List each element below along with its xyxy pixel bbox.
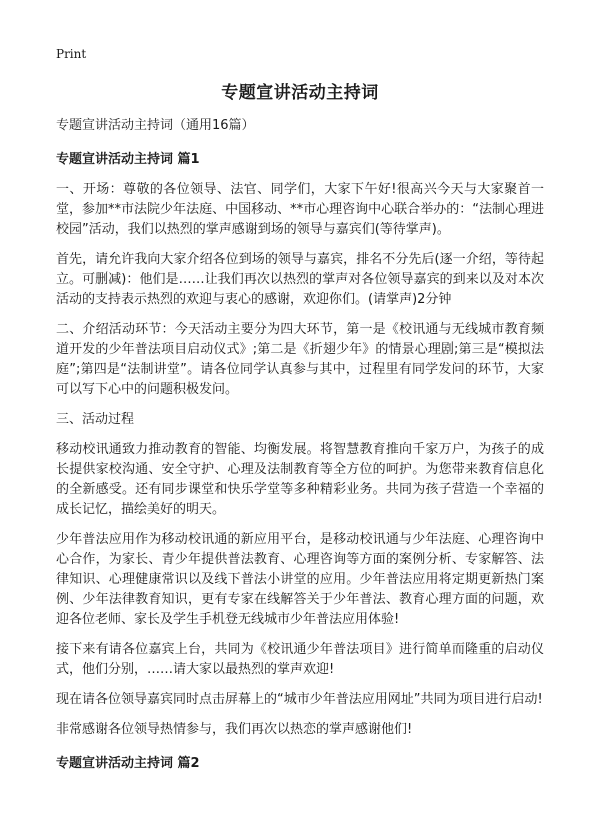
paragraph-opening: 一、开场：尊敬的各位领导、法官、同学们，大家下午好!很高兴今天与大家聚首一堂，参加**市法院少年法庭、中国移动、**市心理咨询中心联合举办的：“法制心理进校园”活动，我们以热烈的掌声感谢到场的领导与嘉宾们(等待掌声)。 [56, 182, 544, 237]
paragraph-agenda: 二、介绍活动环节：今天活动主要分为四大环节，第一是《校讯通与无线城市教育频道开发的少年普法项目启动仪式》;第二是《折翅少年》的情景心理剧;第三是“模拟法庭”;第四是“法制讲堂”。请各位同学认真参与其中，过程里有同学发问的环节，大家可以写下心中的问题积极发问。 [56, 322, 544, 397]
paragraph-launch-click: 现在请各位领导嘉宾同时点击屏幕上的“城市少年普法应用网址”共同为项目进行启动! [56, 692, 543, 707]
paragraph-launch-invite: 接下来有请各位嘉宾上台，共同为《校讯通少年普法项目》进行简单而隆重的启动仪式，他们分别，……请大家以最热烈的掌声欢迎! [56, 642, 544, 677]
paragraph-thanks: 非常感谢各位领导热情参与，我们再次以热恋的掌声感谢他们! [56, 722, 413, 737]
document-title: 专题宣讲活动主持词 [221, 83, 379, 103]
paragraph-law-app: 少年普法应用作为移动校讯通的新应用平台，是移动校讯通与少年法庭、心理咨询中心合作，为家长、青少年提供普法教育、心理咨询等方面的案例分析、专家解答、法律知识、心理健康常识以及线下普法小讲堂的应用。少年普法应用将定期更新热门案例、少年法律教育知识，更有专家在线解答关于少年普法、教育心理方面的问题，欢迎各位老师、家长及学生手机登无线城市少年普法应用体验! [56, 532, 544, 627]
section-heading-2: 专题宣讲活动主持词 篇2 [56, 756, 200, 771]
paragraph-process-heading: 三、活动过程 [56, 412, 135, 427]
paragraph-mobile-campus: 移动校讯通致力推动教育的智能、均衡发展。将智慧教育推向千家万户，为孩子的成长提供家校沟通、安全守护、心理及法制教育等全方位的呵护。为您带来教育信息化的全新感受。还有同步课堂和快乐学堂等多种精彩业务。共同为孩子营造一个幸福的成长记忆，描绘美好的明天。 [56, 442, 544, 517]
paragraph-introductions: 首先，请允许我向大家介绍各位到场的领导与嘉宾，排名不分先后(逐一介绍，等待起立。可删减)：他们是……让我们再次以热烈的掌声对各位领导嘉宾的到来以及对本次活动的支持表示热烈的欢迎与衷心的感谢，欢迎你们。(请掌声)2分钟 [56, 252, 544, 307]
section-heading-1: 专题宣讲活动主持词 篇1 [56, 152, 200, 167]
document-subtitle: 专题宣讲活动主持词（通用16篇） [56, 118, 255, 133]
print-link[interactable]: Print [56, 47, 87, 61]
